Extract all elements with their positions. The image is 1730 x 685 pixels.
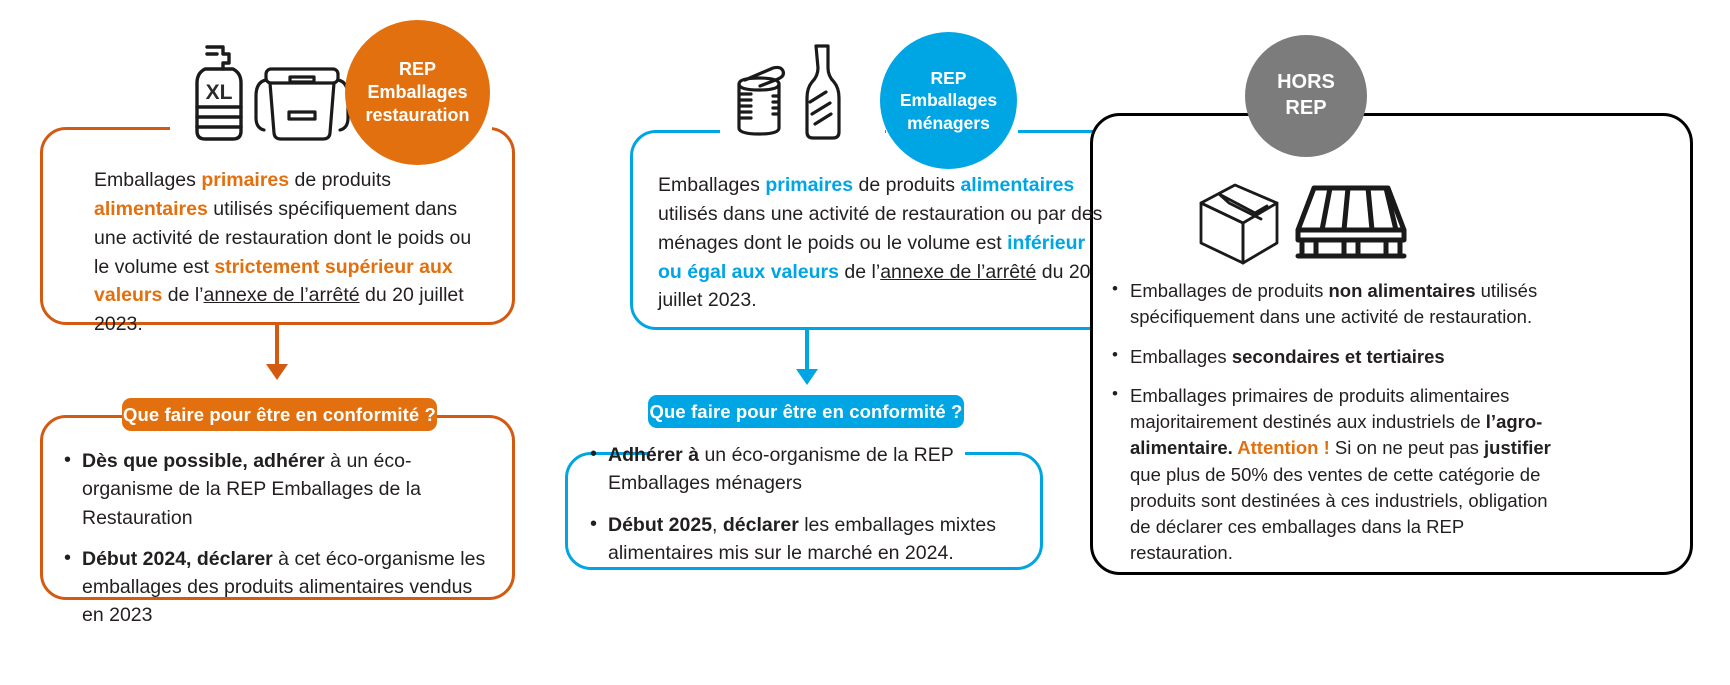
badge-line-2: Emballages [899,90,998,111]
desc-highlight-3: strictement supérieur aux valeurs [94,255,453,307]
desc-text-2: de produits [289,169,392,191]
menagers-description-text [658,171,1110,315]
list-item [1110,344,1562,370]
chip-label: Que faire pour être en conformité ? [649,400,963,422]
action-bold-2: déclarer [722,513,799,536]
badge-rep-emballages-menagers [880,32,1017,169]
chip-label: Que faire pour être en conformité ? [123,403,436,425]
cardboard-box-icon [1193,175,1285,267]
badge-rep-emballages-restauration [345,20,490,165]
badge-line-2: REP [1285,97,1327,119]
desc-highlight-1: primaires [201,169,290,191]
action-bold: Début 2024, déclarer [82,547,273,570]
badge-line-2: Emballages [367,81,468,102]
arrow-menagers-head [796,369,818,385]
svg-text:XL: XL [205,81,233,104]
list-item [62,545,494,630]
desc-highlight-2: alimentaires [94,197,208,220]
badge-line-1: REP [398,58,436,79]
desc-highlight-2: alimentaires [960,174,1075,196]
bullet-text-1: Emballages de produits [1130,280,1329,301]
bullet-bold-1: secondaires et tertiaires [1231,345,1445,367]
badge-line-1: REP [930,67,967,88]
bullet-text-1: Emballages primaires de produits alimentaires majoritairement destinés aux industriels de [1130,384,1510,433]
desc-text-3: utilisés dans une activité de restauration ou par des ménages dont le poids ou le volume est [658,202,1103,254]
badge-line-3: restauration [365,105,470,126]
bullet-bold-1: non alimentaires [1328,280,1476,301]
bullet-text-2: utilisés spécifiquement dans une activité de restauration. [1130,280,1538,328]
bottle-icon [800,40,846,142]
can-icon [733,62,797,140]
arrow-menagers-line [805,330,809,372]
chip-restauration-conformite [122,398,437,431]
desc-text-2: de produits [853,174,961,196]
list-item [1110,383,1562,567]
desc-text-4: de l’ [839,260,881,283]
action-bold: Début 2025 [608,513,713,536]
action-rest: à cet éco-organisme les emballages des produits alimentaires vendus en 2023 [82,547,486,627]
desc-text-5: du 20 juillet 2023. [94,284,464,336]
bullet-text-2: Si on ne peut pas [1329,437,1485,459]
list-item [588,441,1030,498]
desc-text-5: du 20 juillet 2023. [658,260,1091,312]
bullet-text-1: Emballages [1130,345,1232,367]
desc-text-3: utilisés spécifiquement dans une activité de restauration dont le poids ou le volume est [94,197,472,278]
bucket-icon [252,62,352,142]
desc-link-annexe[interactable]: annexe de l’arrêté [203,284,360,307]
jerrican-xl-icon [183,35,255,143]
desc-highlight-3: inférieur ou égal aux valeurs [658,231,1086,283]
bullet-text-3: que plus de 50% des ventes de cette catégorie de produits sont destinées à ces industriels, obligation de déclarer ces emballages dans la REP restauration. [1130,463,1548,564]
bullet-warning: Attention ! [1232,437,1330,459]
desc-text-1: Emballages [94,169,202,191]
restauration-description-text [94,166,484,339]
pallet-icon [1292,182,1410,264]
menagers-actions-list [588,441,1030,580]
desc-text-1: Emballages [658,174,766,196]
badge-hors-rep [1245,35,1367,157]
chip-menagers-conformite [648,395,964,428]
badge-line-1: HORS [1277,71,1335,94]
desc-highlight-1: primaires [765,174,854,196]
list-item [588,511,1030,568]
action-bold: Adhérer à [608,444,700,466]
action-rest: , [712,513,723,536]
list-item [1110,278,1562,331]
action-rest: à un éco-organisme de la REP Emballages de la Restauration [82,450,421,529]
desc-text-4: de l’ [162,284,204,307]
bullet-bold-2: justifier [1484,437,1551,459]
restauration-actions-list [62,447,494,643]
arrow-restauration-head [266,364,288,380]
list-item [62,447,494,532]
bullet-bold-1: l’agro-alimentaire. [1130,411,1543,459]
action-rest: un éco-organisme de la REP Emballages ménagers [608,444,954,495]
action-rest-2: les emballages mixtes alimentaires mis sur le marché en 2024. [608,513,997,564]
hors-rep-bullets [1110,278,1562,580]
badge-line-3: ménagers [907,112,990,133]
action-bold: Dès que possible, adhérer [82,450,325,472]
desc-link-annexe[interactable]: annexe de l’arrêté [880,260,1037,283]
